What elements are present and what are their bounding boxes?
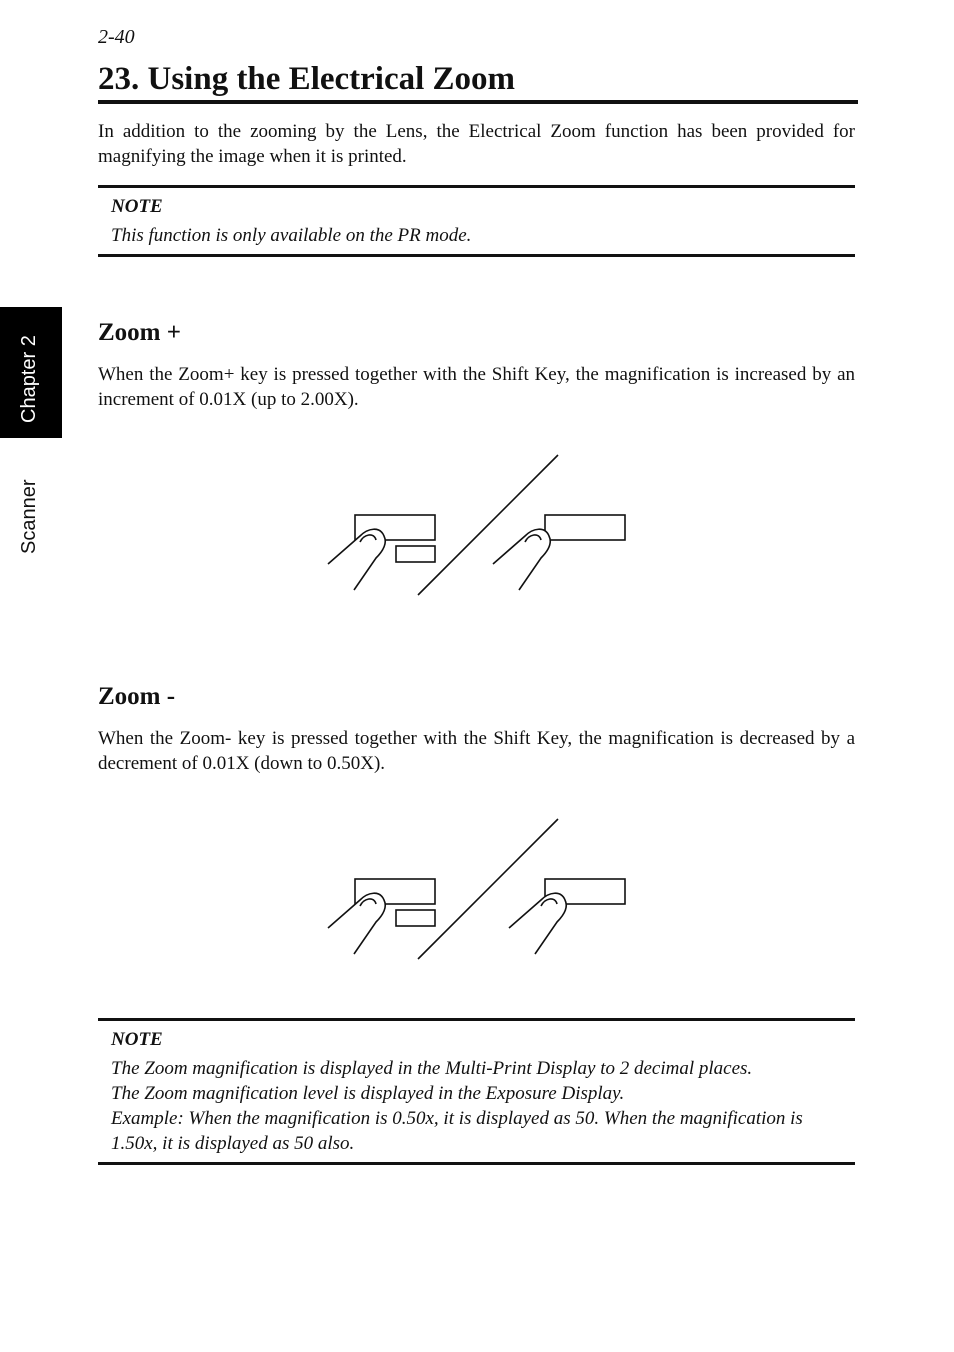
zoom-plus-heading: Zoom +	[98, 319, 181, 346]
section-tab-label: Scanner	[18, 479, 40, 554]
shift-key-press-icon	[328, 515, 435, 590]
zoom-plus-key-illustration	[320, 452, 640, 597]
note-line: This function is only available on the PR mode.	[111, 225, 472, 246]
intro-paragraph: In addition to the zooming by the Lens, the Electrical Zoom function has been provided for magnifying the image when it is printed.	[98, 121, 855, 167]
chapter-tab-label: Chapter 2	[18, 335, 40, 423]
zoom-minus-heading: Zoom -	[98, 683, 176, 710]
zoom-minus-key-illustration	[320, 816, 640, 961]
zoom-minus-key-press-icon	[509, 879, 625, 954]
note-line: The Zoom magnification is displayed in the Multi-Print Display to 2 decimal places.	[111, 1058, 753, 1079]
note-line: The Zoom magnification level is displayed in the Exposure Display.	[111, 1083, 625, 1104]
page-number: 2-40	[98, 26, 135, 48]
note-label: NOTE	[111, 196, 163, 217]
zoom-minus-description: When the Zoom- key is pressed together with the Shift Key, the magnification is decreased by a decrement of 0.01X (down to 0.50X).	[98, 728, 855, 774]
page-title: 23. Using the Electrical Zoom	[98, 58, 858, 104]
note-label: NOTE	[111, 1029, 163, 1050]
note-line: Example: When the magnification is 0.50x, it is displayed as 50. When the magnification is 1.50x, it is displayed as 50 also.	[111, 1108, 803, 1154]
zoom-plus-description: When the Zoom+ key is pressed together with the Shift Key, the magnification is increased by an increment of 0.01X (up to 2.00X).	[98, 364, 855, 410]
shift-key-press-icon	[328, 879, 435, 954]
zoom-plus-key-press-icon	[493, 515, 625, 590]
divider-slash	[418, 455, 558, 595]
note-box-top	[98, 185, 855, 257]
note-box-bottom	[98, 1018, 855, 1165]
